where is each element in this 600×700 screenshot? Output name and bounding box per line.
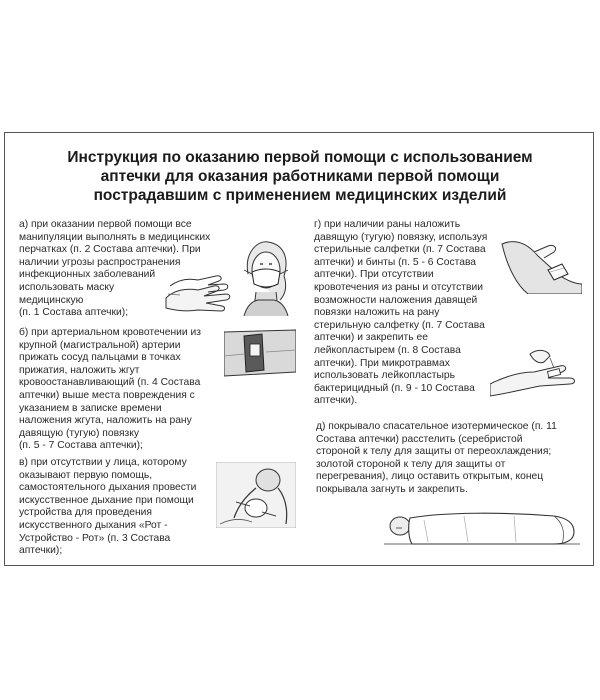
section-v-text: в) при отсутствии у лица, которому оказывают первую помощь, самостоятельного дыхания провести искусственное дыхание при помощи устройства для проведения искусственного дыхания «Рот - Устройство - Рот» (п. 3 Состава аптечки); [19,457,197,557]
thermal-blanket-icon [384,504,580,548]
gloves-icon [164,268,236,316]
section-g-text: г) при наличии раны наложить давящую (тугую) повязку, используя стерильные салфетки (п. 7 Состава аптечки) и бинты (п. 5 - 6 Состава аптечки). При отсутствии кровотечения из раны и отсутствии возможности наложения давящей повязки наложить на рану стерильную салфетку (п. 7 Состава аптечки) и закрепить ее лейкопластырем (п. 8 Состава аптечки). При микротравмах использовать лейкопластырь бактерицидный (п. 9 - 10 Состава аптечки). [314,219,488,407]
section-a-text: а) при оказании первой помощи все манипуляции выполнять в медицинских перчатках (п. 2 Состава аптечки). При наличии угрозы распространения инфекционных заболеваний использовать маску медицинскую (п. 1 Состава аптечки); [19,219,211,319]
tourniquet-icon [224,326,296,380]
plaster-icon [490,346,582,398]
section-d-text: д) покрывало спасательное изотермическое (п. 11 Состава аптечки) расстелить (серебристой стороной к телу для защиты от переохлаждения; золотой стороной к телу для защиты от перегревания), лицо оставить открытым, конец покрывала загнуть и закрепить. [316,421,557,495]
section-b-text: б) при артериальном кровотечении из крупной (магистральной) артерии прижать сосуд пальцами в точках прижатия, наложить жгут кровоостанавливающий (п. 4 Состава аптечки) выше места повреждения с указанием в записке времени наложения жгута, наложить на рану давящую (тугую) повязку (п. 5 - 7 Состава аптечки); [19,327,202,452]
page-title [0,148,600,205]
rescue-breathing-icon [216,462,296,528]
title-line-1: Инструкция по оказанию первой помощи с использованием [67,149,533,166]
title-line-2: аптечки для оказания работниками первой помощи [100,168,500,185]
title-line-3: пострадавшим с применением медицинских изделий [93,187,507,204]
bandage-icon [498,234,582,294]
mask-icon [238,236,294,316]
